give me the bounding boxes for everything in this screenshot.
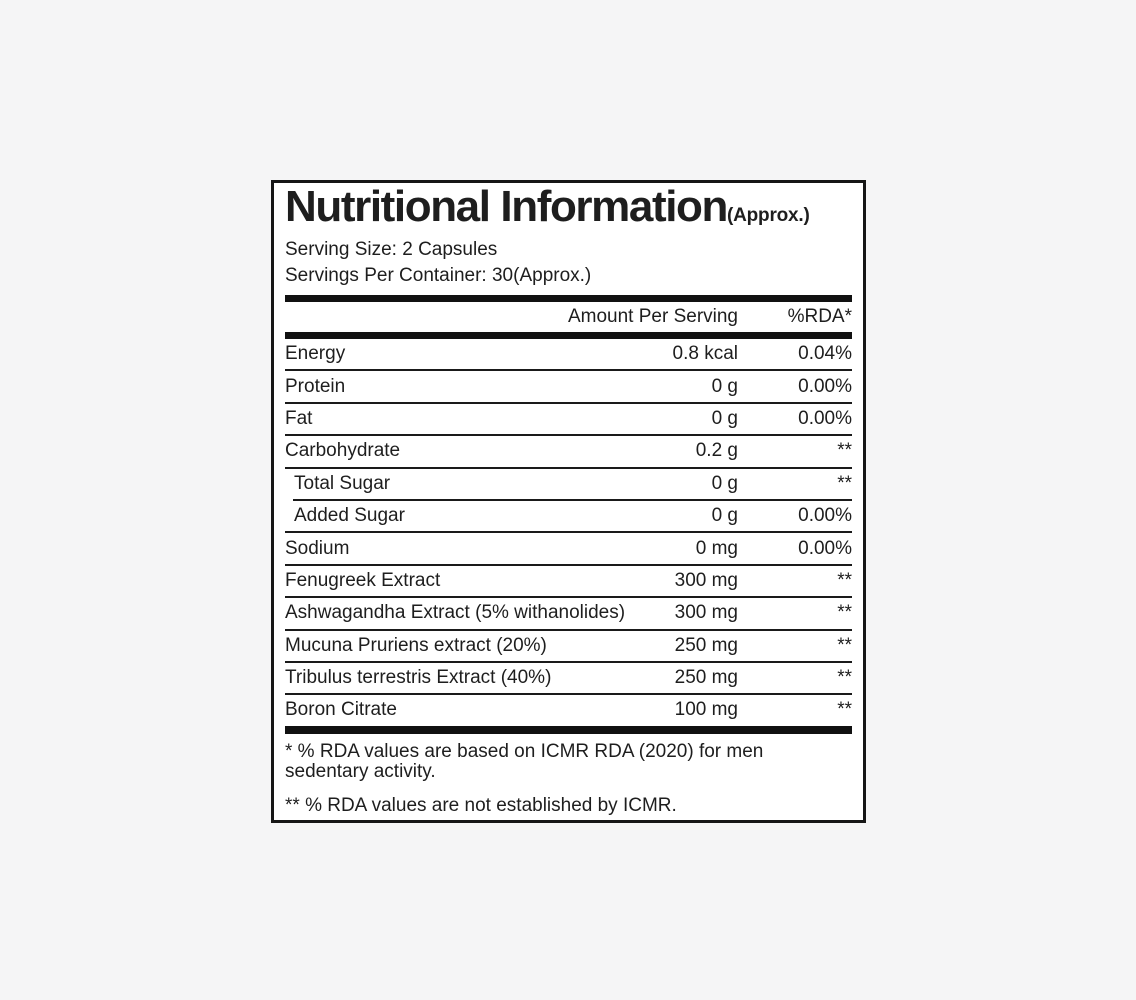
servings-per-container-text: Servings Per Container: 30(Approx.): [285, 265, 592, 286]
nutrient-rda: **: [837, 699, 852, 721]
nutrient-name: Sodium: [285, 537, 350, 559]
nutrition-table-body: [285, 339, 852, 726]
nutrient-amount: 0.2 g: [695, 440, 738, 462]
nutrient-rda: 0.04%: [798, 343, 852, 365]
table-row: [285, 404, 852, 434]
table-row: [285, 501, 852, 531]
column-header-amount: Amount Per Serving: [567, 306, 738, 327]
nutrient-amount: 0 mg: [695, 537, 738, 559]
nutrient-rda: **: [837, 602, 852, 624]
nutrient-rda: 0.00%: [798, 407, 852, 429]
nutrient-name: Protein: [285, 375, 346, 397]
nutrient-rda: **: [837, 472, 852, 494]
nutrient-name: Energy: [285, 343, 346, 365]
nutrition-label-panel: [271, 180, 866, 823]
serving-size-text: Serving Size: 2 Capsules: [285, 239, 498, 260]
table-row: [285, 695, 852, 725]
table-row: [285, 371, 852, 401]
nutrient-amount: 0.8 kcal: [672, 343, 738, 365]
nutrient-amount: 300 mg: [674, 602, 738, 624]
table-row: [285, 469, 852, 499]
table-row: [285, 631, 852, 661]
nutrient-amount: 0 g: [711, 375, 738, 397]
table-row: [285, 436, 852, 466]
label-title-row: [285, 182, 852, 231]
table-row: [285, 533, 852, 563]
table-row: [285, 339, 852, 369]
nutrient-name: Carbohydrate: [285, 440, 401, 462]
nutrient-amount: 0 g: [711, 407, 738, 429]
nutrient-amount: 300 mg: [674, 569, 738, 591]
nutrient-name: Ashwagandha Extract (5% withanolides): [285, 602, 626, 624]
nutrient-rda: **: [837, 667, 852, 689]
nutrient-rda: 0.00%: [798, 537, 852, 559]
nutrient-name: Mucuna Pruriens extract (20%): [285, 634, 547, 656]
nutrient-rda: 0.00%: [798, 505, 852, 527]
nutrient-amount: 0 g: [711, 472, 738, 494]
label-title: Nutritional Information: [285, 182, 727, 231]
nutrient-rda: **: [837, 569, 852, 591]
table-header-row: [285, 302, 852, 332]
nutrient-name: Fat: [285, 407, 313, 429]
table-row: [285, 598, 852, 628]
nutrient-amount: 0 g: [711, 505, 738, 527]
divider-bar-header: [285, 332, 852, 339]
nutrient-name: Total Sugar: [294, 472, 391, 494]
table-row: [285, 566, 852, 596]
divider-bar-top: [285, 295, 852, 302]
nutrient-name: Tribulus terrestris Extract (40%): [285, 667, 552, 689]
divider-bar-bottom: [285, 726, 852, 734]
nutrient-rda: **: [837, 440, 852, 462]
label-title-approx: (Approx.): [726, 205, 810, 226]
nutrient-amount: 250 mg: [674, 667, 738, 689]
nutrient-name: Fenugreek Extract: [285, 569, 441, 591]
footnote-not-established: ** % RDA values are not established by ICMR.: [285, 794, 677, 816]
table-row: [285, 663, 852, 693]
nutrient-amount: 250 mg: [674, 634, 738, 656]
nutrient-name: Boron Citrate: [285, 699, 397, 721]
nutrient-amount: 100 mg: [674, 699, 738, 721]
nutrient-rda: **: [837, 634, 852, 656]
nutrient-name: Added Sugar: [294, 505, 405, 527]
nutrient-rda: 0.00%: [798, 375, 852, 397]
footnote-rda-basis: * % RDA values are based on ICMR RDA (2020) for men sedentary activity.: [285, 740, 764, 782]
column-header-rda: %RDA*: [787, 306, 852, 327]
